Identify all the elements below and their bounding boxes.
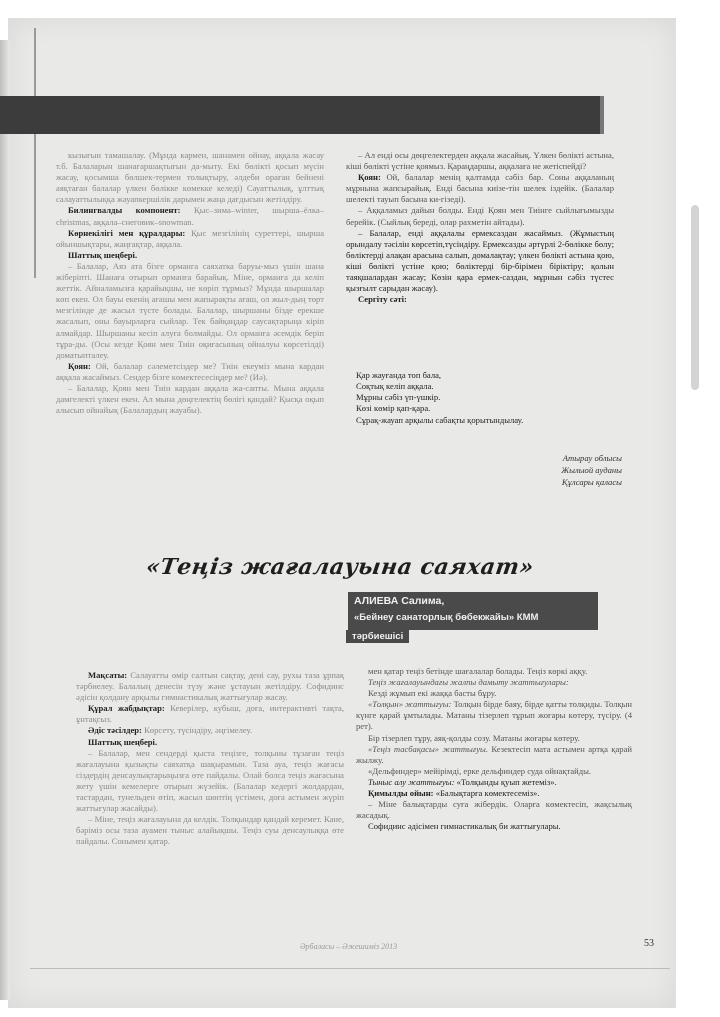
top-right-column xyxy=(346,150,614,305)
paragraph-text: – Аққаламыз дайын болды. Енді Қоян мен Тиінге сыйлығымызды берейік. (Сыйлық береді, олар рахметін айтады). xyxy=(346,205,614,227)
paragraph xyxy=(346,150,614,172)
paragraph-text: – Балалар, енді аққалалы ермексаздан жасаймыз. (Жұмыстың орындалу тәсілін көрсетіп,түсіндіру. Ермексазды әртүрлі 2-бөлікке бөлу; бөліктерді алақан арасына салып, домалақтау; үлкен бөлікті астына қою, кіші бөлікті үстіне қою; бөліктерді бір-бірімен біріктіру; қолын таяқшалардан жасау; Көзін қара ермек-саздан, мұрнын сәбіз түстес қызғылт сарыдан жасау). xyxy=(346,227,614,294)
signature-line: Құлсары қаласы xyxy=(561,477,622,487)
paragraph xyxy=(356,688,632,699)
paragraph-text: Қыс мезгілінің суреттері, шырша ойыншықтары, жаңғақтар, аққала. xyxy=(56,227,325,249)
paragraph-text: – Балалар, мен сендерді қыста теңізге, толқыны тұзаған теңіз жағалауына қызықты саяхатқа шақырамын. Таза ауа, теңіз жағасы сіздердің денсаулықтарыңызға өте пайдалы. Олай болса теңіз жағасына жету үшін кемелерге отырып жүзейік. (Балалар кедергі жолдардан, тастардан, тунельден өтіп, жасыл шөптің үстімен, доға астымен жүріп жаттығулар жасайды). xyxy=(76,747,344,814)
paragraph xyxy=(346,172,614,205)
paragraph xyxy=(56,361,324,383)
paragraph-text: «Балықтарға көмектесеміз». xyxy=(433,788,540,799)
paragraph-label: Қимылды ойын: xyxy=(368,788,434,799)
paragraph xyxy=(76,737,344,748)
paragraph xyxy=(356,799,632,821)
paragraph-text: – Міне, теңіз жағалауына да келдік. Толқындар қандай керемет. Кане, бәріміз осы таза ауамен тыныс алайықшы. Теңіз суы денсаулыққа өте пайдалы. Сонымен қатар. xyxy=(76,814,344,847)
paragraph-label: Әдіс тәсілдер: xyxy=(88,725,142,736)
paragraph xyxy=(356,677,632,688)
paragraph-label: Мақсаты: xyxy=(88,670,128,680)
page-edge-shadow xyxy=(0,40,10,1000)
footer-text: Әрбаласы – Әжешиміз 2013 xyxy=(300,942,398,951)
poem-line: Мұрны сәбіз үп-үшкір. xyxy=(356,392,441,403)
signature-location xyxy=(526,452,622,488)
paragraph xyxy=(56,261,324,361)
paragraph-label: Көрнекілігі мен құралдары: xyxy=(68,227,186,238)
paragraph xyxy=(346,205,614,227)
paragraph xyxy=(56,383,324,416)
paragraph xyxy=(356,766,632,777)
paragraph xyxy=(56,250,324,261)
bottom-rule xyxy=(30,968,670,969)
paragraph-italic-label: Тыныс алу жаттығуы: xyxy=(368,776,455,787)
paragraph xyxy=(56,150,324,205)
paragraph xyxy=(356,777,632,788)
paragraph-italic-label: «Толқын» жаттығуы: xyxy=(368,699,452,710)
paragraph-label: Қоян: xyxy=(68,360,91,371)
bottom-left-column xyxy=(76,670,344,848)
paragraph xyxy=(356,788,632,799)
page-number: 53 xyxy=(644,938,654,949)
paragraph-text: Ой, балалар менің қалтамда сәбіз бар. Соны аққаланың мұрнына жапсырайық. Енді басына киізе-тін шелек іздейік. (Балалар шелекті тауып басына ки-гізеді). xyxy=(346,172,614,205)
paragraph-label: Билингвалды компонент: xyxy=(68,205,181,216)
poem-line: Көзі көмір қап-қара. xyxy=(356,403,431,414)
paragraph xyxy=(76,814,344,847)
paragraph-italic-label: Теңіз жағалауындағы жалпы дамыту жаттығулары: xyxy=(368,677,569,688)
paragraph xyxy=(76,703,344,725)
paragraph-label: Шаттық шеңбері. xyxy=(88,736,158,747)
paragraph-text: «Дельфиндер» мейірімді, ерке дельфиндер суда ойнақтайды. xyxy=(368,765,592,776)
poem-line: Соқтық келіп аққала. xyxy=(356,381,434,392)
paragraph-text: – Ал енді осы дөңгелектерден аққала жасайық. Үлкен бөлікті астына, кіші бөлікті үстіне қоямыз. Қараңдаршы, аққалаға не жетіспейді? xyxy=(346,150,614,172)
vertical-rule xyxy=(34,28,36,278)
paragraph-text: Бір тізерлеп тұру, аяқ-қолды созу. Матаны жоғары көтеру. xyxy=(368,732,580,743)
paragraph-text: Кезді жұмып екі жаққа басты бұру. xyxy=(368,688,497,699)
paragraph-text: Ой, балалар сәлеметсіздер ме? Тиін екеуміз мына кардан аққала жасаймыз. Сендер бізге көмектесесіңдер ме? (Иә). xyxy=(56,360,324,382)
paragraph-text: Софидинс әдісімен гимнастикалық би жаттығулары. xyxy=(368,821,561,832)
paragraph xyxy=(346,228,614,295)
paragraph-text: мен қатар теңіз бетінде шағалалар болады. Теңіз көркі аққу. xyxy=(368,666,588,676)
paragraph-label: Қоян: xyxy=(358,172,381,183)
paragraph xyxy=(356,699,632,732)
paragraph-text: – Балалар, Аяз ата бізге ормангa саяхатка баруы-мыз үшін шана жіберіпті. Шанаға отырып орманға барайық. Міне, орманға да келіп жеттік. Айналамызға қарайықшы, не көріп тұрмыз? Мұнда шыршалар көп екен. Ол бауы екенің ағашы мен жапырақты ағаш, ол жыл-дың төрт мезгілінде де жасыл түсте болады. Балалар, шыршаны бізде ерекше жасалып, оны бауырларға сыйлар. Тек байқаңдар саусақтарыңа кіріп алмайдар. Шыршаны кесіп алуға болмайды. Ол орманға әсемдік беріп тұра-ды. (Осы кезде Қоян мен Тиін оқиғасының ойналуы көрсетілді) доматыпталеу. xyxy=(56,260,324,360)
paragraph-italic-label: «Теңіз тасбақасы» жаттығуы. xyxy=(368,743,488,754)
paragraph xyxy=(56,228,324,250)
paragraph-text: кызығын тамашалау. (Мұнда кармен, шанамен ойнау, аққала жасау т.б. Балаларын шанағаршақтығын да-мыту. Екі бөлікті қосып мүсін жасау, қосымша бөлшек-термен толықтыру, әлдеби ораған бейнені аяқтаған балалар үлкен бөлікке көмекке келеді) Сауаттылық, ұлттық салауаттылыққа жауапкершілік дарымен жаңа дағдысын жетілдіру. xyxy=(56,150,324,205)
paragraph-text: – Балалар, Қоян мен Тиін кардан аққала жа-сапты. Мына аққала дамгелекті үлкен екен. Ал мына дөңгелектің бөлігі қандай? Қысқа оқып алысып ойнайық (Балалардың жауабы). xyxy=(56,382,324,416)
paragraph-text: «Толқынды қуып жетеміз». xyxy=(454,776,557,787)
header-band-edge xyxy=(600,96,604,134)
paragraph-text: Салауатты өмір салтын сақтау, дені сау, рухы таза ұрпақ тәрбиелеу. Балалың денесін түзу және ұстауын жетілдіру. Софидинс әдісін қолдану арқылы гимнастикалық жаттығулар жасау. xyxy=(76,670,344,703)
author-role: тәрбиешісі xyxy=(346,630,409,643)
paragraph xyxy=(356,666,632,677)
paragraph xyxy=(76,748,344,815)
scrollbar[interactable] xyxy=(691,205,699,390)
paragraph-label: Сергіту сәті: xyxy=(358,294,407,305)
bottom-right-column xyxy=(356,666,632,832)
paragraph xyxy=(356,744,632,766)
paragraph-label: Шаттық шеңбері. xyxy=(68,249,138,260)
paragraph xyxy=(356,821,632,832)
author-box xyxy=(344,590,604,650)
paragraph-text: Қыс–зима–winter, шырша–ёлка–christmas, аққала–снеговик–snowman. xyxy=(56,205,324,227)
poem-block xyxy=(356,370,616,426)
paragraph-label: Құрал жабдықтар: xyxy=(88,703,165,714)
signature-line: Атырау облысы xyxy=(562,453,622,463)
top-left-column xyxy=(56,150,324,416)
signature-line: Жылыой ауданы xyxy=(561,465,622,475)
paragraph-text: Толқын бірде баяу, бірде қатты толқиды. Толқын күнге қарай ұмтылады. Матаны тізерлеп тұрып жоғары көтеру, түсіру. (4 рет). xyxy=(356,699,632,732)
paragraph xyxy=(356,733,632,744)
author-name: АЛИЕВА Салима, xyxy=(354,595,445,607)
paragraph xyxy=(76,725,344,736)
paragraph xyxy=(76,670,344,703)
paragraph-text: Көрсету, түсіндіру, әңгімелеу. xyxy=(141,725,253,736)
header-band xyxy=(0,96,602,134)
author-organization: «Бейнеу санаторлық бөбекжайы» КММ xyxy=(354,612,539,623)
paragraph-text: – Міне балықтарды суға жібердік. Оларға көмектесіп, жақсылық жасадық. xyxy=(356,799,632,821)
article-title: «Теңіз жағалауына саяхат» xyxy=(144,554,536,580)
poem-line: Қар жауғанда топ бала, xyxy=(356,370,442,380)
closing-line: Сұрақ-жауап арқылы сабақты қорытындылау. xyxy=(356,415,524,426)
paragraph-text: Кезектесіп мата астымен артқа қарай жылжу. xyxy=(356,743,632,765)
paragraph xyxy=(56,205,324,227)
paragraph-text: Кеверілер, кубыш, доға, интерактивті тақта, ұнтақсыз. xyxy=(76,703,344,725)
poem xyxy=(356,370,616,414)
paragraph xyxy=(346,294,614,305)
